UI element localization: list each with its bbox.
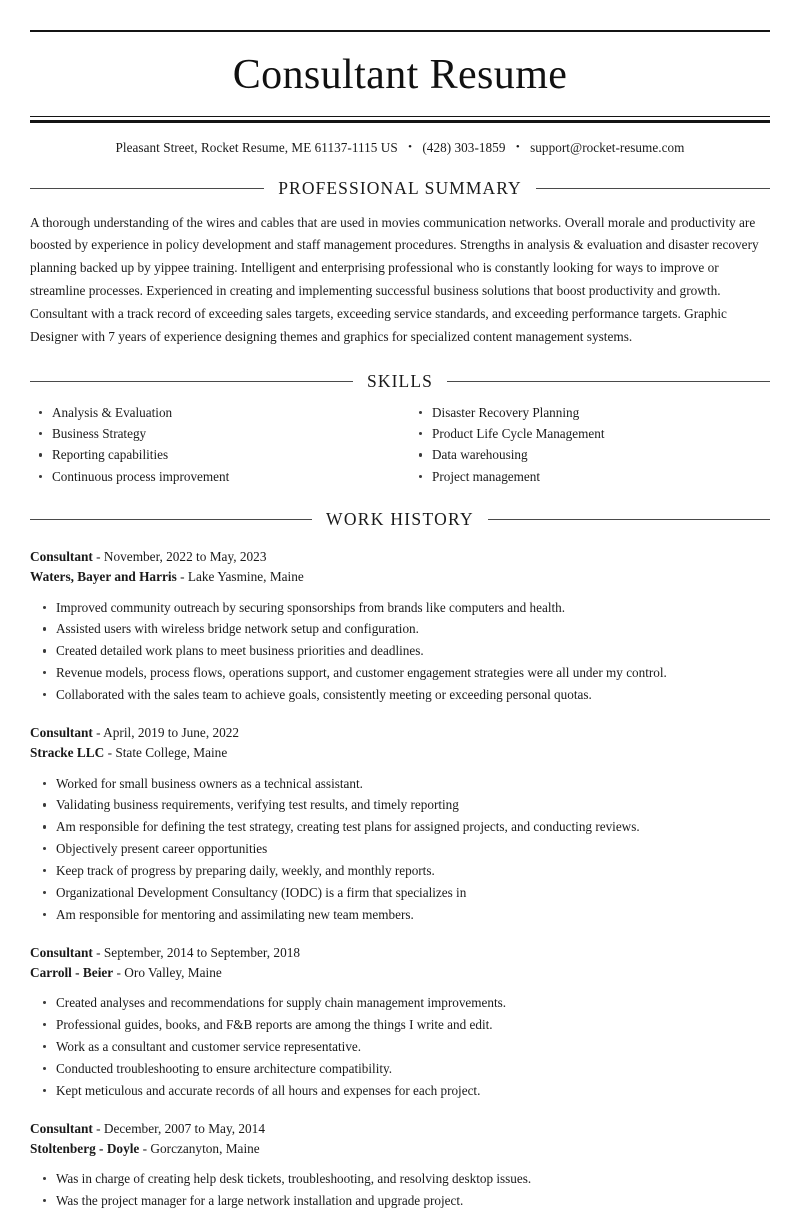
heading-rule-left <box>30 381 353 382</box>
list-item: Created detailed work plans to meet business priorities and deadlines. <box>30 640 770 662</box>
job-bullet-list <box>30 992 770 1102</box>
work-history-entry <box>30 943 770 1102</box>
section-title: PROFESSIONAL SUMMARY <box>278 177 522 198</box>
job-bullet-list <box>30 1168 770 1212</box>
list-item: Objectively present career opportunities <box>30 838 770 860</box>
section-heading-skills <box>30 371 770 392</box>
list-item: Data warehousing <box>410 444 770 465</box>
job-role-line <box>30 943 770 963</box>
section-title: WORK HISTORY <box>326 509 474 530</box>
section-title: SKILLS <box>367 370 433 391</box>
heading-rule-left <box>30 519 312 520</box>
job-role-line <box>30 547 770 567</box>
skills-column-right <box>400 402 770 488</box>
job-dates: - April, 2019 to June, 2022 <box>96 725 240 741</box>
list-item: Collaborated with the sales team to achieve goals, consistently meeting or exceeding personal quotas. <box>30 684 770 706</box>
list-item: Created analyses and recommendations for supply chain management improvements. <box>30 992 770 1014</box>
job-role: Consultant <box>30 549 93 565</box>
job-role-line <box>30 723 770 743</box>
list-item: Validating business requirements, verifying test results, and timely reporting <box>30 794 770 816</box>
section-heading-professional-summary <box>30 178 770 199</box>
job-company-line <box>30 743 770 763</box>
list-item: Am responsible for mentoring and assimilating new team members. <box>30 904 770 926</box>
list-item: Kept meticulous and accurate records of all hours and expenses for each project. <box>30 1080 770 1102</box>
work-history-entry <box>30 723 770 926</box>
list-item: Continuous process improvement <box>30 466 400 487</box>
list-item: Product Life Cycle Management <box>410 423 770 444</box>
list-item: Was in charge of creating help desk tickets, troubleshooting, and resolving desktop issues. <box>30 1168 770 1190</box>
job-company: Carroll - Beier <box>30 965 114 981</box>
job-role-line <box>30 1119 770 1139</box>
list-item: Reporting capabilities <box>30 444 400 465</box>
job-bullet-list <box>30 597 770 707</box>
contact-separator-2: • <box>515 141 520 153</box>
list-item: Improved community outreach by securing sponsorships from brands like computers and health. <box>30 597 770 619</box>
job-company-line <box>30 963 770 983</box>
list-item: Professional guides, books, and F&B reports are among the things I write and edit. <box>30 1014 770 1036</box>
contact-phone: (428) 303-1859 <box>422 139 506 155</box>
resume-page <box>0 30 800 1209</box>
list-item: Was the project manager for a large network installation and upgrade project. <box>30 1190 770 1212</box>
list-item: Keep track of progress by preparing daily, weekly, and monthly reports. <box>30 860 770 882</box>
list-item: Business Strategy <box>30 423 400 444</box>
list-item: Assisted users with wireless bridge network setup and configuration. <box>30 618 770 640</box>
job-dates: - December, 2007 to May, 2014 <box>96 1120 265 1136</box>
job-location: - Lake Yasmine, Maine <box>180 569 304 585</box>
job-role: Consultant <box>30 1120 93 1136</box>
skills-columns <box>30 402 770 488</box>
job-role: Consultant <box>30 725 93 741</box>
professional-summary-text: A thorough understanding of the wires and cables that are used in movies communication networks. Overall morale and productivity are boosted by experience in policy development and staff management procedures. Strengths in analysis & evaluation and disaster recovery planning backed up by yippee training. Intelligent and enterprising professional who is constantly looking for ways to improve or streamline processes. Experienced in creating and implementing successful business solutions that boost productivity and growth. Consultant with a track record of exceeding sales targets, exceeding service standards, and exceeding performance targets. Graphic Designer with 7 years of experience designing themes and graphics for specialized content management systems. <box>30 214 759 344</box>
heading-rule-right <box>488 519 770 520</box>
list-item: Worked for small business owners as a technical assistant. <box>30 773 770 795</box>
list-item: Am responsible for defining the test strategy, creating test plans for assigned projects, and conducting reviews. <box>30 816 770 838</box>
contact-email: support@rocket-resume.com <box>530 139 685 155</box>
skills-list-right <box>410 402 770 488</box>
work-history-entry <box>30 547 770 706</box>
job-company-line <box>30 567 770 587</box>
list-item: Organizational Development Consultancy (IODC) is a firm that specializes in <box>30 882 770 904</box>
skills-list-left <box>30 402 400 488</box>
section-heading-work-history <box>30 509 770 530</box>
work-history-entry <box>30 1119 770 1212</box>
list-item: Analysis & Evaluation <box>30 402 400 423</box>
header-double-rule <box>30 116 770 123</box>
list-item: Revenue models, process flows, operations support, and customer engagement strategies were all under my control. <box>30 662 770 684</box>
job-location: - State College, Maine <box>107 745 228 761</box>
contact-separator-1: • <box>408 141 412 153</box>
list-item: Disaster Recovery Planning <box>410 402 770 423</box>
job-role: Consultant <box>30 944 93 960</box>
heading-rule-right <box>536 188 770 189</box>
page-title: Consultant Resume <box>232 52 568 98</box>
contact-line <box>30 140 770 156</box>
job-dates: - September, 2014 to September, 2018 <box>96 944 301 960</box>
job-company-line <box>30 1139 770 1159</box>
list-item: Project management <box>410 466 770 487</box>
job-company: Stracke LLC <box>30 745 105 761</box>
header-top-rule <box>30 30 770 32</box>
job-company: Waters, Bayer and Harris <box>30 569 177 585</box>
list-item: Conducted troubleshooting to ensure architecture compatibility. <box>30 1058 770 1080</box>
heading-rule-left <box>30 188 264 189</box>
job-location: - Gorczanyton, Maine <box>142 1140 260 1156</box>
job-company: Stoltenberg - Doyle <box>30 1140 140 1156</box>
list-item: Work as a consultant and customer service representative. <box>30 1036 770 1058</box>
job-location: - Oro Valley, Maine <box>116 965 222 981</box>
skills-column-left <box>30 402 400 488</box>
job-dates: - November, 2022 to May, 2023 <box>96 549 267 565</box>
heading-rule-right <box>447 381 770 382</box>
contact-address: Pleasant Street, Rocket Resume, ME 61137-1115 US <box>115 139 398 155</box>
job-bullet-list <box>30 773 770 926</box>
